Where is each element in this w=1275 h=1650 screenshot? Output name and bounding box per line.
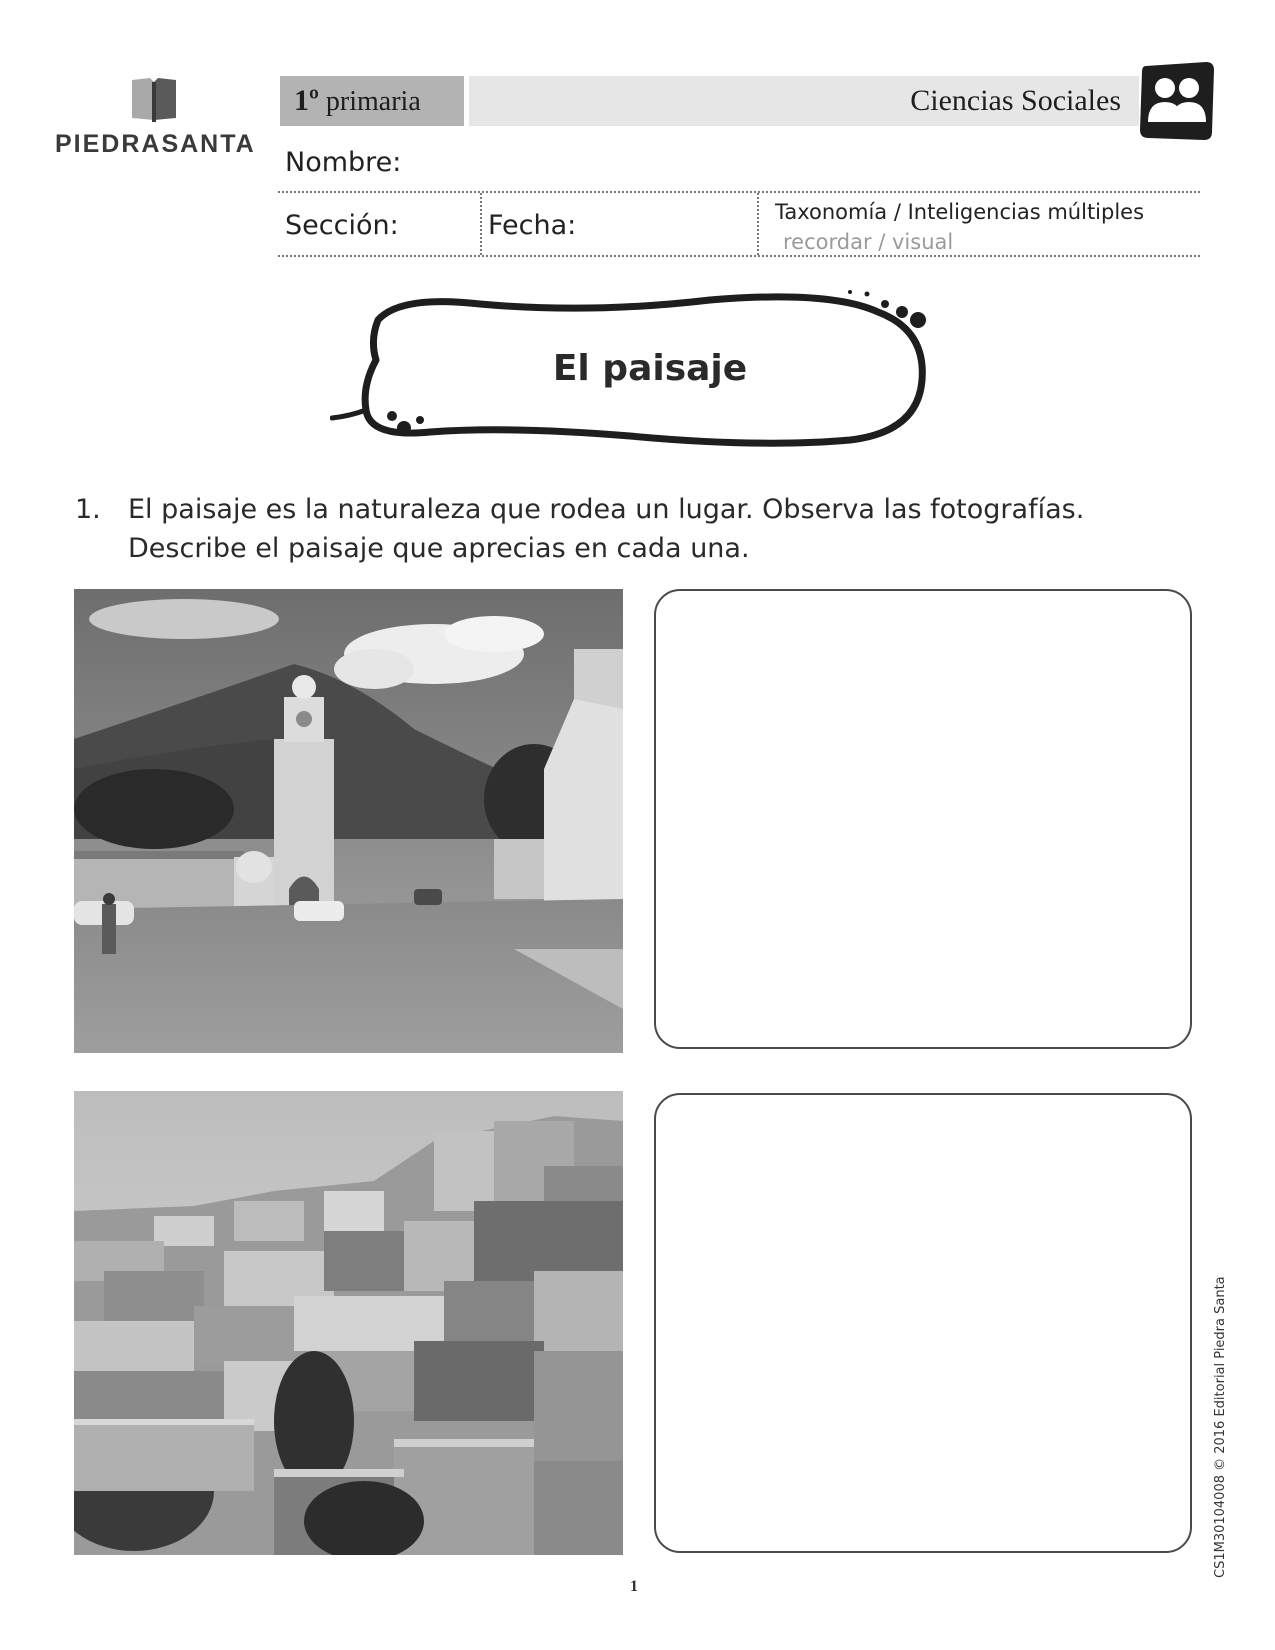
publisher-logo-text: PIEDRASANTA xyxy=(55,130,256,158)
book-logo-icon xyxy=(128,76,180,122)
field-divider xyxy=(757,193,759,255)
photo-volcano-town xyxy=(74,589,623,1053)
grade-level: primaria xyxy=(325,86,421,117)
photo-hillside-houses xyxy=(74,1091,623,1555)
answer-box-1[interactable] xyxy=(654,589,1192,1049)
taxonomy-label: Taxonomía / Inteligencias múltiples xyxy=(775,200,1145,224)
date-label: Fecha: xyxy=(488,210,577,241)
section-label: Sección: xyxy=(285,210,399,241)
section-line xyxy=(278,255,1200,257)
grade-number: 1º xyxy=(294,84,319,117)
page-title: El paisaje xyxy=(552,348,748,389)
question-text-line-1: El paisaje es la naturaleza que rodea un lugar. Observa las fotografías. xyxy=(128,494,1085,525)
taxonomy-values: recordar / visual xyxy=(783,230,954,254)
copyright-text: CS1M30104008 © 2016 Editorial Piedra Santa xyxy=(1213,1276,1228,1578)
question-text-line-2: Describe el paisaje que aprecias en cada una. xyxy=(128,533,750,564)
answer-box-2[interactable] xyxy=(654,1093,1192,1553)
page-number: 1 xyxy=(630,1578,638,1595)
subject-title: Ciencias Sociales xyxy=(910,84,1121,117)
name-line xyxy=(278,191,1200,193)
people-icon xyxy=(1138,60,1216,144)
question-number: 1. xyxy=(75,494,101,525)
name-label: Nombre: xyxy=(285,147,402,178)
grade-label xyxy=(294,84,421,118)
field-divider xyxy=(480,193,482,255)
